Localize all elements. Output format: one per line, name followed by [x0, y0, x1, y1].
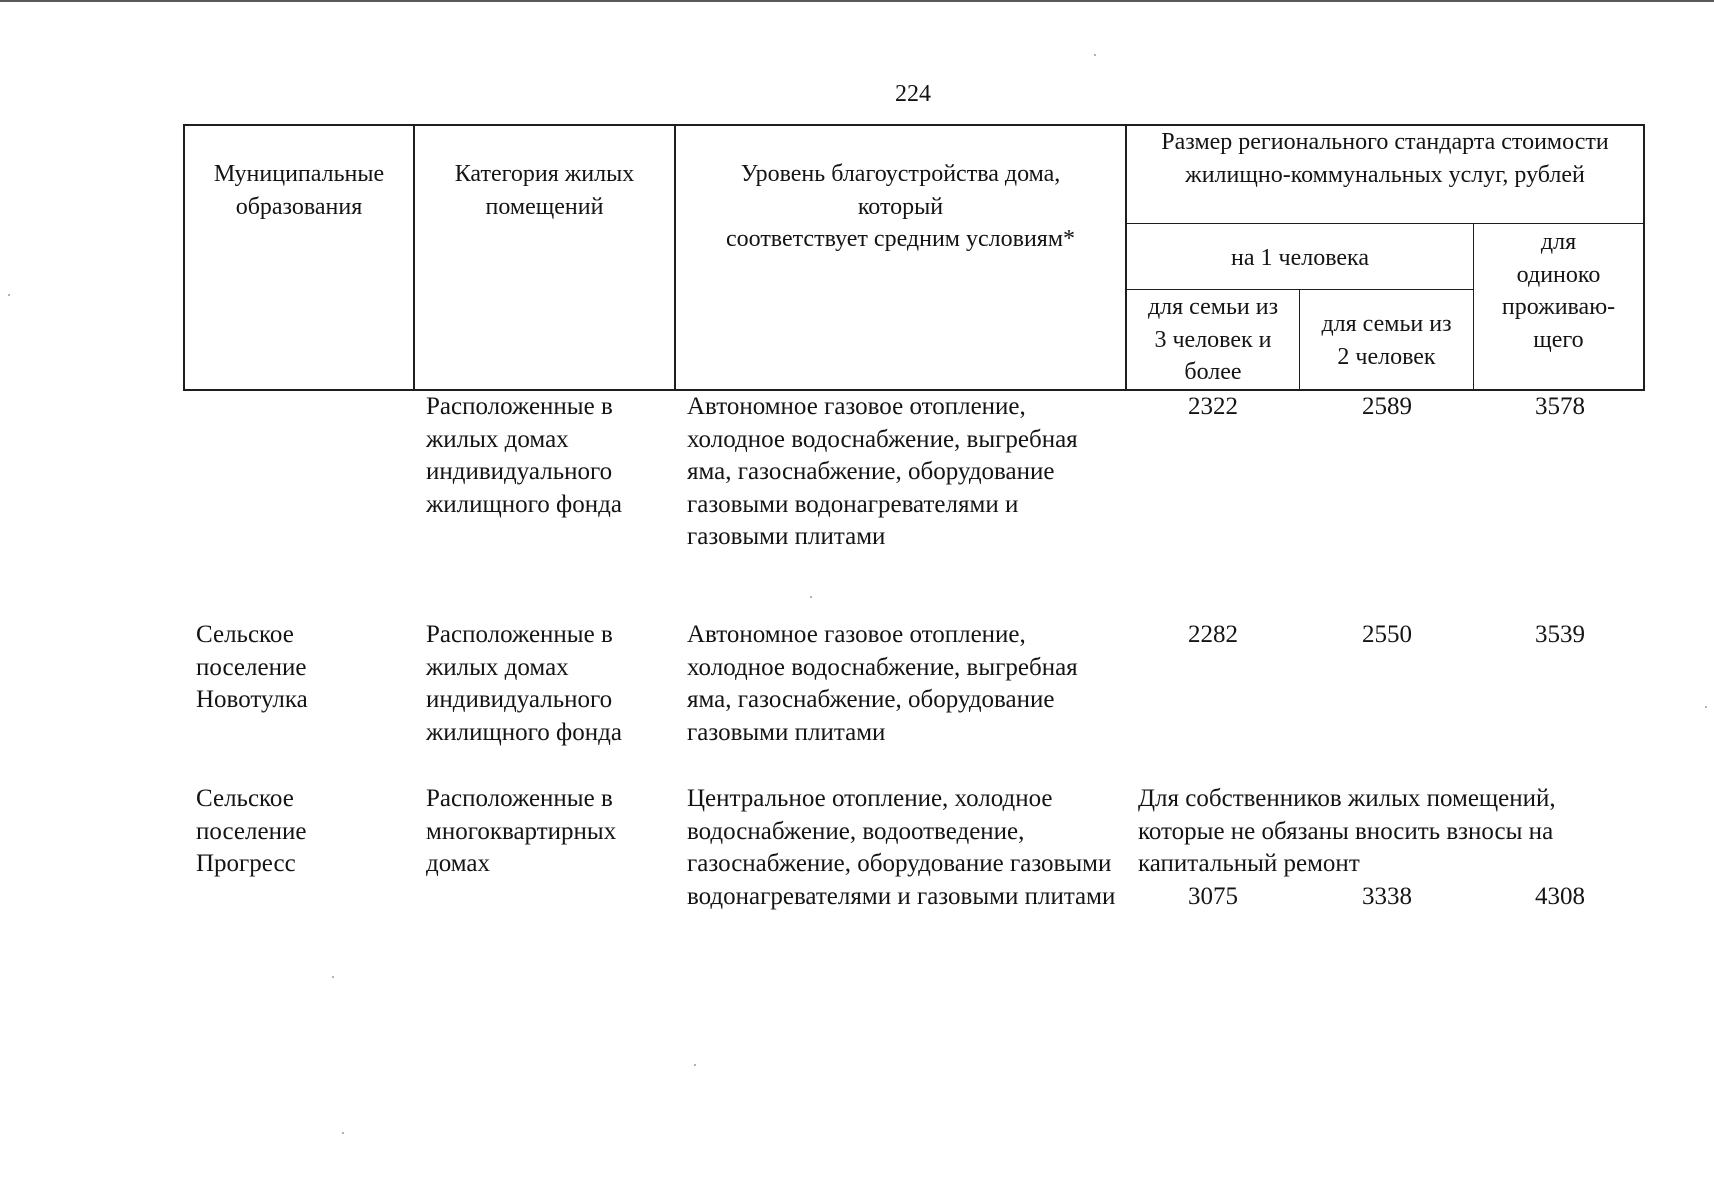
header-level-line2: соответствует средним условиям*: [725, 226, 1076, 252]
row-family3-value: 2282: [1188, 621, 1238, 648]
row-family3-value: 2322: [1188, 393, 1238, 420]
header-category: Категория жилых помещений: [454, 161, 635, 220]
row-municipality: Сельское поселение Прогресс: [196, 785, 307, 877]
row-single-value: 3539: [1535, 621, 1585, 648]
row-category: Расположенные в многоквартирных домах: [426, 785, 617, 877]
header-level-line1: Уровень благоустройства дома, который: [740, 161, 1061, 220]
scan-speck: [810, 596, 812, 598]
row-level: Центральное отопление, холодное водоснабжение, водоотведение, газоснабжение, оборудование газовыми водонагревателями и газовыми плитами: [687, 785, 1116, 910]
scan-speck: [1705, 706, 1707, 708]
scan-speck: [1094, 54, 1096, 56]
scan-speck: [342, 1132, 344, 1134]
row-municipality: Сельское поселение Новотулка: [196, 621, 308, 713]
row-level: Автономное газовое отопление, холодное водоснабжение, выгребная яма, газоснабжение, оборудование газовыми водонагревателями и газовыми плитами: [687, 393, 1078, 550]
header-municipality: Муниципальные образования: [213, 161, 385, 220]
row-family2-value: 2550: [1362, 621, 1412, 648]
row-level: Автономное газовое отопление, холодное водоснабжение, выгребная яма, газоснабжение, оборудование газовыми плитами: [687, 621, 1078, 746]
row-single-value: 3578: [1535, 393, 1585, 420]
row-family2-value: 2589: [1362, 393, 1412, 420]
header-standard: Размер регионального стандарта стоимости жилищно-коммунальных услуг, рублей: [1161, 129, 1609, 188]
row-category: Расположенные в жилых домах индивидуального жилищного фонда: [426, 393, 622, 518]
row-family3-value: 3075: [1188, 883, 1238, 910]
standard-subheader-line: [1125, 223, 1645, 224]
row-family2-value: 3338: [1362, 883, 1412, 910]
header-family3: для семьи из 3 человек и более: [1147, 294, 1279, 385]
row-single-value: 4308: [1535, 883, 1585, 910]
row-note: Для собственников жилых помещений, которые не обязаны вносить взносы на капитальный ремонт: [1138, 785, 1556, 877]
scan-speck: [694, 1064, 696, 1066]
table-right-line: [1643, 124, 1645, 391]
page-top-border: [0, 0, 1714, 2]
page-number: 224: [895, 81, 931, 107]
header-level: [676, 158, 1125, 256]
scan-speck: [332, 976, 334, 978]
row-category: Расположенные в жилых домах индивидуального жилищного фонда: [426, 621, 622, 746]
header-single: для одиноко проживаю-щего: [1501, 229, 1616, 353]
header-per-person: на 1 человека: [1231, 245, 1369, 271]
header-family2: для семьи из 2 человек: [1321, 311, 1452, 370]
scan-speck: [8, 294, 10, 296]
